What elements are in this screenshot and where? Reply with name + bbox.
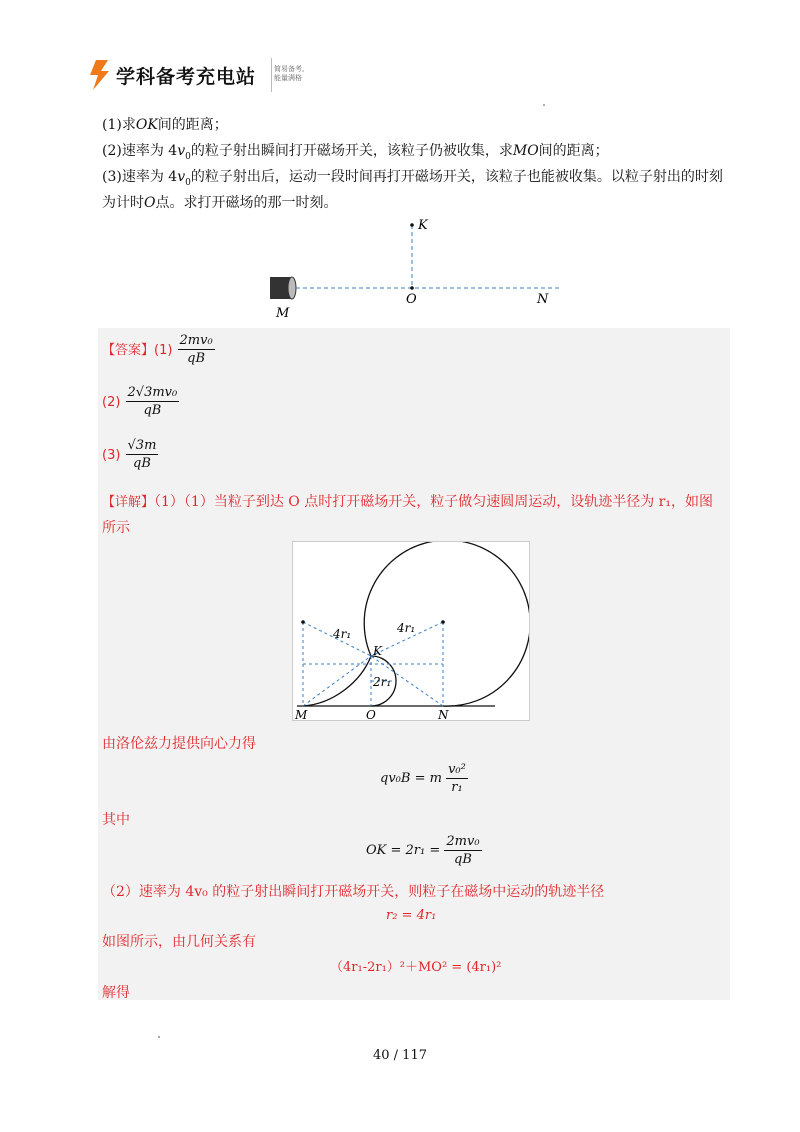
equation-2-fraction: $\frac{\text{2mv₀}}{qB}$ [446,834,480,867]
logo-slogan: 简易备考, 能量满格 [274,65,305,82]
equation-1-fraction: $\frac{\text{v₀²}}{\text{r₁}}$ [448,762,466,795]
answer-2: (2) $\frac{\text{2√3mv₀}}{qB}$ [102,385,178,418]
footer-mark [158,1036,160,1038]
figure-trajectory [292,541,530,721]
logo-text: 学科备考充电站 [116,66,257,88]
label-o: O [366,708,376,721]
equation-3: r₂ = 4r₁ [386,908,437,923]
equation-1: qv₀B = m $\frac{\text{v₀²}}{\text{r₁}}$ [380,762,466,795]
equation-2: OK = 2r₁ = $\frac{\text{2mv₀}}{qB}$ [366,834,480,867]
question-1: (1)求OK间的距离； [102,117,228,133]
label-n: N [537,292,549,307]
label-m: M [276,306,290,321]
figure-emitter-setup [250,215,570,325]
detail-lorentz: 由洛伦兹力提供向心力得 [102,736,256,752]
lightning-logo-icon [88,60,110,90]
detail-qizhong: 其中 [102,812,130,828]
answer-3-fraction: $\frac{√3m}{qB}$ [127,438,157,471]
answer-1: 【答案】(1) $\frac{\text{2mv₀}}{qB}$ [102,333,213,366]
label-4r1-right: 4r₁ [397,621,416,635]
logo-divider [271,58,272,92]
label-o: O [406,292,417,307]
question-3-line2: 为计时O点。求打开磁场的那一时刻。 [102,195,338,211]
answer-1-fraction: $\frac{\text{2mv₀}}{qB}$ [179,333,213,366]
center-right [441,620,445,624]
label-n: N [438,708,449,721]
page-mark [543,104,545,106]
emitter-mouth [288,277,296,299]
answer-3: (3) $\frac{√3m}{qB}$ [102,438,157,471]
label-m: M [295,708,308,721]
detail-line2: 所示 [102,520,130,536]
point-o [410,286,414,290]
detail-jiede: 解得 [102,985,130,1001]
label-k: K [418,218,428,233]
label-2r1: 2r₁ [373,675,392,689]
question-3: (3)速率为 $4v_0$的粒子射出后，运动一段时间再打开磁场开关，该粒子也能被收集。以粒子射出的时刻 [102,169,723,188]
dash-left-diagonal [303,656,371,706]
detail-geometry: 如图所示，由几何关系有 [102,934,256,950]
point-k [410,223,414,227]
center-left [301,620,305,624]
equation-4: （4r₁-2r₁）²＋MO² = (4r₁)² [330,960,502,975]
detail-part2: （2）速率为 4v₀ 的粒子射出瞬间打开磁场开关，则粒子在磁场中运动的轨迹半径 [102,884,605,900]
label-4r1-left: 4r₁ [333,627,352,641]
detail-intro: 【详解】（1）（1）当粒子到达 O 点时打开磁场开关，粒子做匀速圆周运动，设轨迹半径为 r₁，如图 [102,494,713,510]
label-k: K [373,644,382,658]
answer-2-fraction: $\frac{\text{2√3mv₀}}{qB}$ [127,385,178,418]
question-2: (2)速率为 $4v_0$的粒子射出瞬间打开磁场开关，该粒子仍被收集，求MO间的距离； [102,143,609,162]
page-number: 40 / 117 [373,1048,427,1063]
